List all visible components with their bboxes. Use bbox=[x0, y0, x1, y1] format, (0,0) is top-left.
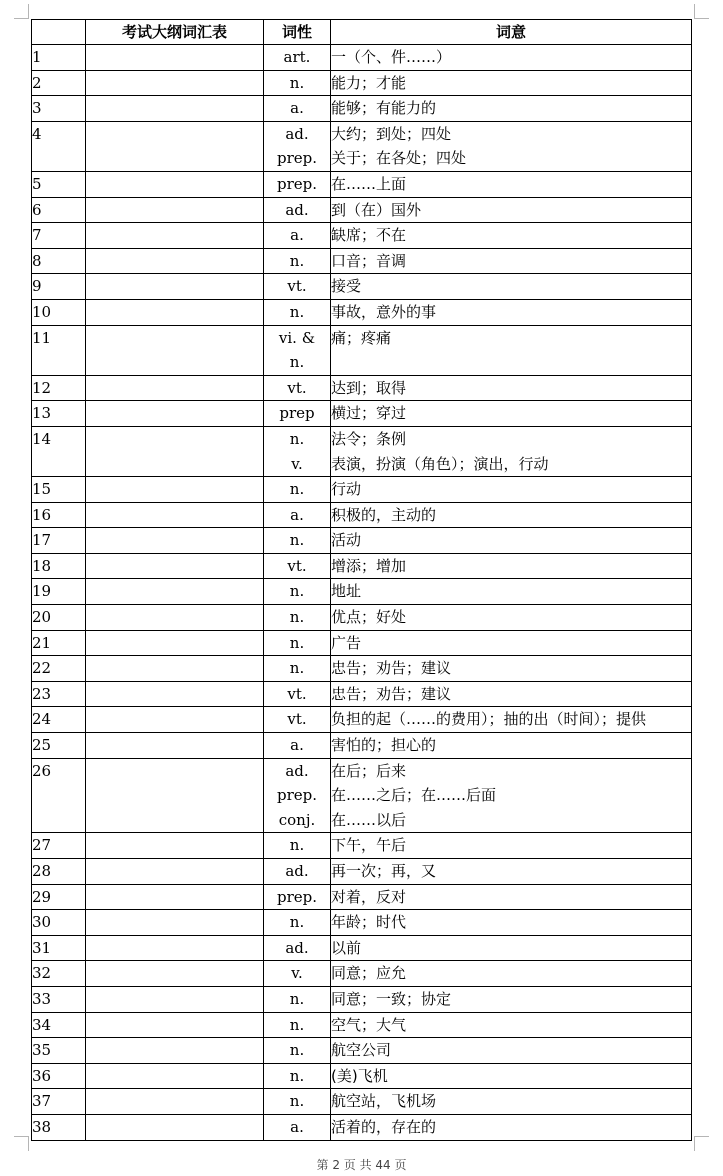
row-meaning bbox=[331, 935, 692, 961]
row-meaning bbox=[331, 426, 692, 476]
meaning-line: 活动 bbox=[331, 531, 362, 550]
row-part-of-speech bbox=[264, 605, 331, 631]
meaning-line: 忠告；劝告；建议 bbox=[331, 659, 452, 678]
meaning-line: 活着的，存在的 bbox=[331, 1117, 437, 1136]
table-row bbox=[32, 121, 692, 171]
row-word-cell bbox=[86, 884, 264, 910]
row-number: 37 bbox=[32, 1089, 86, 1115]
row-number: 2 bbox=[32, 70, 86, 96]
row-number: 25 bbox=[32, 733, 86, 759]
meaning-line: 在……之后；在……后面 bbox=[331, 786, 497, 805]
meaning-line: 表演，扮演（角色）；演出，行动 bbox=[331, 454, 549, 473]
row-part-of-speech bbox=[264, 528, 331, 554]
row-number: 36 bbox=[32, 1063, 86, 1089]
table-row bbox=[32, 299, 692, 325]
row-part-of-speech bbox=[264, 630, 331, 656]
part-of-speech-line: vt. bbox=[287, 684, 307, 703]
row-part-of-speech bbox=[264, 248, 331, 274]
row-part-of-speech bbox=[264, 884, 331, 910]
row-word-cell bbox=[86, 681, 264, 707]
row-part-of-speech bbox=[264, 502, 331, 528]
row-part-of-speech bbox=[264, 935, 331, 961]
meaning-line: 在……以后 bbox=[331, 810, 407, 829]
row-number: 26 bbox=[32, 758, 86, 833]
part-of-speech-line: n. bbox=[289, 353, 305, 372]
meaning-line: 增添；增加 bbox=[331, 556, 407, 575]
row-meaning bbox=[331, 656, 692, 682]
row-word-cell bbox=[86, 401, 264, 427]
row-word-cell bbox=[86, 121, 264, 171]
part-of-speech-line: art. bbox=[283, 48, 311, 66]
row-meaning bbox=[331, 502, 692, 528]
row-part-of-speech bbox=[264, 70, 331, 96]
row-part-of-speech bbox=[264, 96, 331, 122]
part-of-speech-line: n. bbox=[289, 633, 305, 652]
row-number: 9 bbox=[32, 274, 86, 300]
row-word-cell bbox=[86, 223, 264, 249]
table-row bbox=[32, 1012, 692, 1038]
part-of-speech-line: n. bbox=[289, 531, 305, 550]
row-number: 35 bbox=[32, 1038, 86, 1064]
row-number: 22 bbox=[32, 656, 86, 682]
row-part-of-speech bbox=[264, 961, 331, 987]
row-number: 15 bbox=[32, 477, 86, 503]
part-of-speech-line: a. bbox=[290, 1117, 304, 1136]
meaning-line: 在后；后来 bbox=[331, 761, 407, 780]
meaning-line: 接受 bbox=[331, 277, 362, 296]
meaning-line: 以前 bbox=[331, 938, 362, 957]
row-meaning bbox=[331, 884, 692, 910]
row-meaning bbox=[331, 274, 692, 300]
row-number: 23 bbox=[32, 681, 86, 707]
row-word-cell bbox=[86, 1038, 264, 1064]
row-word-cell bbox=[86, 96, 264, 122]
row-word-cell bbox=[86, 961, 264, 987]
row-number: 28 bbox=[32, 859, 86, 885]
row-meaning bbox=[331, 1038, 692, 1064]
row-part-of-speech bbox=[264, 859, 331, 885]
meaning-line: 忠告；劝告；建议 bbox=[331, 684, 452, 703]
row-number: 7 bbox=[32, 223, 86, 249]
table-row bbox=[32, 605, 692, 631]
table-row bbox=[32, 707, 692, 733]
row-word-cell bbox=[86, 553, 264, 579]
meaning-line: 横过；穿过 bbox=[331, 404, 407, 423]
part-of-speech-line: n. bbox=[289, 608, 305, 627]
row-word-cell bbox=[86, 274, 264, 300]
row-number: 4 bbox=[32, 121, 86, 171]
row-word-cell bbox=[86, 70, 264, 96]
row-part-of-speech bbox=[264, 325, 331, 375]
part-of-speech-line: n. bbox=[289, 1066, 305, 1085]
row-meaning bbox=[331, 630, 692, 656]
row-meaning bbox=[331, 1012, 692, 1038]
meaning-line: 法令；条例 bbox=[331, 429, 407, 448]
row-word-cell bbox=[86, 1114, 264, 1140]
row-word-cell bbox=[86, 197, 264, 223]
row-part-of-speech bbox=[264, 299, 331, 325]
crop-mark-bottom-left bbox=[14, 1136, 29, 1151]
row-part-of-speech bbox=[264, 45, 331, 71]
part-of-speech-line: n. bbox=[289, 913, 305, 932]
row-word-cell bbox=[86, 45, 264, 71]
row-part-of-speech bbox=[264, 121, 331, 171]
row-meaning bbox=[331, 1089, 692, 1115]
row-word-cell bbox=[86, 630, 264, 656]
row-meaning bbox=[331, 223, 692, 249]
table-row bbox=[32, 910, 692, 936]
table-row bbox=[32, 859, 692, 885]
table-body bbox=[32, 45, 692, 1141]
row-meaning bbox=[331, 1114, 692, 1140]
row-meaning bbox=[331, 1063, 692, 1089]
row-meaning bbox=[331, 707, 692, 733]
meaning-line: 一（个、件……） bbox=[331, 48, 452, 66]
meaning-line: 广告 bbox=[331, 633, 362, 652]
table-row bbox=[32, 681, 692, 707]
table-row bbox=[32, 96, 692, 122]
row-meaning bbox=[331, 197, 692, 223]
table-row bbox=[32, 197, 692, 223]
row-meaning bbox=[331, 758, 692, 833]
crop-mark-top-left bbox=[14, 4, 29, 19]
meaning-line: 优点；好处 bbox=[331, 608, 407, 627]
crop-mark-top-right bbox=[694, 4, 709, 19]
part-of-speech-line: n. bbox=[289, 302, 305, 321]
meaning-line: (美)飞机 bbox=[331, 1066, 388, 1085]
row-part-of-speech bbox=[264, 401, 331, 427]
row-part-of-speech bbox=[264, 223, 331, 249]
row-number: 29 bbox=[32, 884, 86, 910]
row-word-cell bbox=[86, 477, 264, 503]
meaning-line: 关于；在各处；四处 bbox=[331, 149, 467, 168]
part-of-speech-line: vt. bbox=[287, 277, 307, 296]
row-meaning bbox=[331, 553, 692, 579]
table-row bbox=[32, 528, 692, 554]
table-row bbox=[32, 553, 692, 579]
table-row bbox=[32, 426, 692, 476]
header-word: 考试大纲词汇表 bbox=[86, 20, 264, 45]
table-row bbox=[32, 401, 692, 427]
row-meaning bbox=[331, 401, 692, 427]
row-word-cell bbox=[86, 299, 264, 325]
part-of-speech-line: ad. bbox=[285, 200, 309, 219]
meaning-line: 能够；有能力的 bbox=[331, 99, 437, 118]
row-number: 34 bbox=[32, 1012, 86, 1038]
table-row bbox=[32, 986, 692, 1012]
part-of-speech-line: vi. & bbox=[278, 328, 316, 347]
part-of-speech-line: n. bbox=[289, 480, 305, 499]
row-meaning bbox=[331, 859, 692, 885]
meaning-line: 能力；才能 bbox=[331, 73, 407, 92]
row-part-of-speech bbox=[264, 1089, 331, 1115]
row-meaning bbox=[331, 833, 692, 859]
row-part-of-speech bbox=[264, 477, 331, 503]
row-word-cell bbox=[86, 910, 264, 936]
row-part-of-speech bbox=[264, 579, 331, 605]
row-part-of-speech bbox=[264, 171, 331, 197]
table-row bbox=[32, 884, 692, 910]
meaning-line: 达到；取得 bbox=[331, 378, 407, 397]
meaning-line: 同意；应允 bbox=[331, 964, 407, 983]
row-word-cell bbox=[86, 1063, 264, 1089]
row-part-of-speech bbox=[264, 910, 331, 936]
part-of-speech-line: a. bbox=[290, 226, 304, 245]
row-meaning bbox=[331, 248, 692, 274]
row-number: 19 bbox=[32, 579, 86, 605]
row-number: 21 bbox=[32, 630, 86, 656]
row-word-cell bbox=[86, 528, 264, 554]
row-number: 31 bbox=[32, 935, 86, 961]
row-word-cell bbox=[86, 758, 264, 833]
row-meaning bbox=[331, 96, 692, 122]
table-row bbox=[32, 223, 692, 249]
row-word-cell bbox=[86, 375, 264, 401]
row-part-of-speech bbox=[264, 553, 331, 579]
meaning-line: 积极的，主动的 bbox=[331, 505, 437, 524]
row-word-cell bbox=[86, 859, 264, 885]
row-number: 33 bbox=[32, 986, 86, 1012]
meaning-line: 航空站，飞机场 bbox=[331, 1092, 437, 1111]
part-of-speech-line: n. bbox=[289, 836, 305, 855]
table-row bbox=[32, 45, 692, 71]
part-of-speech-line: n. bbox=[289, 659, 305, 678]
header-number bbox=[32, 20, 86, 45]
part-of-speech-line: prep. bbox=[276, 786, 318, 805]
part-of-speech-line: a. bbox=[290, 736, 304, 755]
vocabulary-table bbox=[31, 19, 692, 1141]
row-part-of-speech bbox=[264, 375, 331, 401]
row-number: 32 bbox=[32, 961, 86, 987]
row-meaning bbox=[331, 910, 692, 936]
table-row bbox=[32, 579, 692, 605]
row-number: 13 bbox=[32, 401, 86, 427]
table-row bbox=[32, 758, 692, 833]
row-number: 11 bbox=[32, 325, 86, 375]
part-of-speech-line: n. bbox=[289, 429, 305, 448]
row-number: 38 bbox=[32, 1114, 86, 1140]
row-word-cell bbox=[86, 833, 264, 859]
row-number: 3 bbox=[32, 96, 86, 122]
meaning-line: 负担的起（……的费用）；抽的出（时间）；提供 bbox=[331, 710, 647, 729]
row-meaning bbox=[331, 961, 692, 987]
part-of-speech-line: n. bbox=[289, 1092, 305, 1111]
table-row bbox=[32, 1038, 692, 1064]
part-of-speech-line: prep. bbox=[276, 149, 318, 168]
row-meaning bbox=[331, 986, 692, 1012]
row-part-of-speech bbox=[264, 1038, 331, 1064]
meaning-line: 在……上面 bbox=[331, 174, 407, 193]
part-of-speech-line: vt. bbox=[287, 378, 307, 397]
table-row bbox=[32, 274, 692, 300]
part-of-speech-line: n. bbox=[289, 1041, 305, 1060]
table-row bbox=[32, 1063, 692, 1089]
row-meaning bbox=[331, 681, 692, 707]
meaning-line: 缺席；不在 bbox=[331, 226, 407, 245]
meaning-line: 年龄；时代 bbox=[331, 913, 407, 932]
table-row bbox=[32, 70, 692, 96]
table-row bbox=[32, 935, 692, 961]
header-meaning: 词意 bbox=[331, 20, 692, 45]
table-row bbox=[32, 961, 692, 987]
row-part-of-speech bbox=[264, 733, 331, 759]
row-part-of-speech bbox=[264, 1063, 331, 1089]
meaning-line: 大约；到处；四处 bbox=[331, 124, 452, 143]
part-of-speech-line: a. bbox=[290, 99, 304, 118]
part-of-speech-line: vt. bbox=[287, 556, 307, 575]
row-number: 24 bbox=[32, 707, 86, 733]
table-header-row bbox=[32, 20, 692, 45]
row-part-of-speech bbox=[264, 986, 331, 1012]
table-row bbox=[32, 502, 692, 528]
part-of-speech-line: n. bbox=[289, 1015, 305, 1034]
row-meaning bbox=[331, 70, 692, 96]
row-number: 20 bbox=[32, 605, 86, 631]
table-row bbox=[32, 171, 692, 197]
row-number: 5 bbox=[32, 171, 86, 197]
row-meaning bbox=[331, 375, 692, 401]
row-meaning bbox=[331, 121, 692, 171]
row-word-cell bbox=[86, 171, 264, 197]
row-meaning bbox=[331, 299, 692, 325]
table-row bbox=[32, 477, 692, 503]
row-part-of-speech bbox=[264, 681, 331, 707]
row-number: 30 bbox=[32, 910, 86, 936]
row-word-cell bbox=[86, 325, 264, 375]
row-part-of-speech bbox=[264, 1114, 331, 1140]
meaning-line: 空气；大气 bbox=[331, 1015, 407, 1034]
row-part-of-speech bbox=[264, 656, 331, 682]
part-of-speech-line: prep. bbox=[276, 887, 318, 906]
meaning-line: 痛；疼痛 bbox=[331, 328, 392, 347]
meaning-line: 事故，意外的事 bbox=[331, 302, 437, 321]
row-meaning bbox=[331, 325, 692, 375]
row-meaning bbox=[331, 528, 692, 554]
part-of-speech-line: n. bbox=[289, 989, 305, 1008]
meaning-line: 到（在）国外 bbox=[331, 200, 422, 219]
part-of-speech-line: v. bbox=[291, 454, 303, 473]
row-part-of-speech bbox=[264, 274, 331, 300]
part-of-speech-line: n. bbox=[289, 582, 305, 601]
row-word-cell bbox=[86, 986, 264, 1012]
part-of-speech-line: n. bbox=[289, 251, 305, 270]
row-word-cell bbox=[86, 426, 264, 476]
row-number: 27 bbox=[32, 833, 86, 859]
row-number: 16 bbox=[32, 502, 86, 528]
part-of-speech-line: a. bbox=[290, 505, 304, 524]
meaning-line: 口音；音调 bbox=[331, 251, 407, 270]
row-meaning bbox=[331, 733, 692, 759]
meaning-line: 害怕的；担心的 bbox=[331, 736, 437, 755]
part-of-speech-line: ad. bbox=[285, 124, 309, 143]
row-number: 17 bbox=[32, 528, 86, 554]
row-meaning bbox=[331, 171, 692, 197]
part-of-speech-line: ad. bbox=[285, 862, 309, 880]
part-of-speech-line: prep. bbox=[276, 174, 318, 193]
table-row bbox=[32, 325, 692, 375]
table-row bbox=[32, 733, 692, 759]
row-word-cell bbox=[86, 1012, 264, 1038]
row-number: 12 bbox=[32, 375, 86, 401]
row-meaning bbox=[331, 45, 692, 71]
row-part-of-speech bbox=[264, 758, 331, 833]
crop-mark-bottom-right bbox=[694, 1136, 709, 1151]
part-of-speech-line: vt. bbox=[287, 710, 307, 729]
meaning-line: 对着，反对 bbox=[331, 887, 407, 906]
part-of-speech-line: prep bbox=[279, 404, 315, 423]
row-meaning bbox=[331, 579, 692, 605]
meaning-line: 地址 bbox=[331, 582, 362, 601]
row-number: 14 bbox=[32, 426, 86, 476]
row-part-of-speech bbox=[264, 1012, 331, 1038]
row-word-cell bbox=[86, 502, 264, 528]
row-word-cell bbox=[86, 935, 264, 961]
part-of-speech-line: ad. bbox=[285, 761, 309, 780]
row-part-of-speech bbox=[264, 707, 331, 733]
meaning-line: 再一次；再，又 bbox=[331, 862, 437, 880]
table-row bbox=[32, 375, 692, 401]
row-meaning bbox=[331, 477, 692, 503]
table-row bbox=[32, 1089, 692, 1115]
part-of-speech-line: ad. bbox=[285, 938, 309, 957]
row-word-cell bbox=[86, 733, 264, 759]
row-word-cell bbox=[86, 579, 264, 605]
meaning-line: 行动 bbox=[331, 480, 362, 499]
meaning-line: 同意；一致；协定 bbox=[331, 989, 452, 1008]
row-part-of-speech bbox=[264, 833, 331, 859]
row-word-cell bbox=[86, 707, 264, 733]
page-footer: 第 2 页 共 44 页 bbox=[316, 1158, 407, 1172]
part-of-speech-line: v. bbox=[291, 964, 303, 983]
table-row bbox=[32, 630, 692, 656]
row-number: 6 bbox=[32, 197, 86, 223]
row-part-of-speech bbox=[264, 197, 331, 223]
row-number: 1 bbox=[32, 45, 86, 71]
row-number: 8 bbox=[32, 248, 86, 274]
table-row bbox=[32, 833, 692, 859]
row-word-cell bbox=[86, 656, 264, 682]
part-of-speech-line: conj. bbox=[278, 810, 316, 829]
table-row bbox=[32, 248, 692, 274]
row-word-cell bbox=[86, 248, 264, 274]
table-row bbox=[32, 1114, 692, 1140]
row-part-of-speech bbox=[264, 426, 331, 476]
row-word-cell bbox=[86, 605, 264, 631]
header-part-of-speech: 词性 bbox=[264, 20, 331, 45]
row-number: 18 bbox=[32, 553, 86, 579]
meaning-line: 航空公司 bbox=[331, 1041, 392, 1060]
row-number: 10 bbox=[32, 299, 86, 325]
part-of-speech-line: n. bbox=[289, 73, 305, 92]
row-word-cell bbox=[86, 1089, 264, 1115]
meaning-line: 下午，午后 bbox=[331, 836, 407, 855]
row-meaning bbox=[331, 605, 692, 631]
table-row bbox=[32, 656, 692, 682]
